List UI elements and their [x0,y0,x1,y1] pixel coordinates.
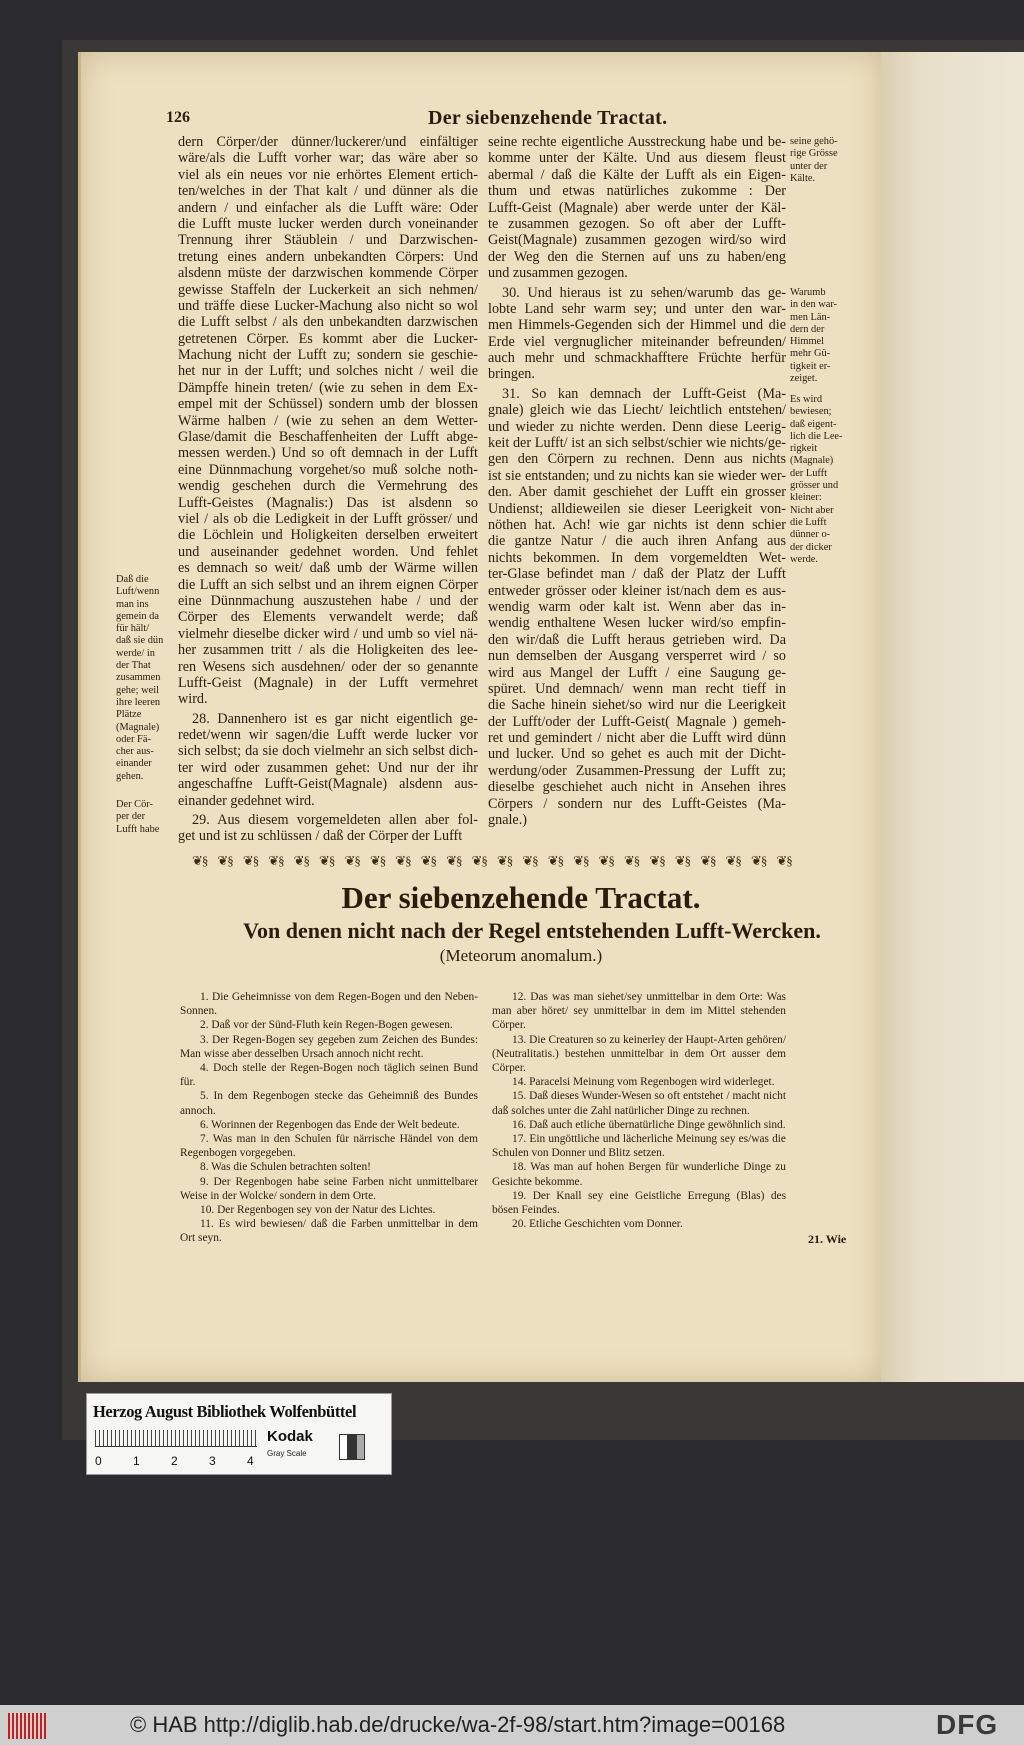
margin-note-left-1 [116,574,163,783]
text-line: tretung eines andern unbekandten Cörpers: Und [178,248,478,265]
text-line: ten/welches in der That kalt / und dünner als die [178,183,478,200]
page-number: 126 [166,109,190,126]
text-line: werdung/oder Zusammen-Pressung der Lufft zu; [488,762,786,779]
left-text-column [178,134,478,848]
ornament-glyph: ❦§ [446,854,462,868]
margin-note-line: Himmel [790,336,825,348]
text-line: wendig warm oder kalt ist. Wenn aber das in- [488,598,786,615]
margin-note-line: Es wird [790,394,823,405]
text-line: Dämpffe hinein treten/ (wie zu sehen in dem Ex- [178,379,478,396]
margin-note-line: men Län- [790,311,831,323]
ornament-glyph: ❦§ [293,854,310,868]
color-reference-card [86,1393,392,1475]
contents-item: 14. Paracelsi Meinung vom Regenbogen wird widerleget. [512,1076,775,1089]
margin-note-line: gehen. [116,770,144,782]
contents-item: 15. Daß dieses Wunder-Wesen so oft entstehet / macht nicht daß solches unter die Zahl natürlicher Dinge zu rechnen. [492,1090,786,1117]
margin-note-line: Nicht aber [790,504,834,516]
margin-note-line: in den war- [790,299,838,311]
contents-item: 9. Der Regenbogen habe seine Farben nicht unmittelbarer Weise in der Wolcke/ sondern in dem Orte. [180,1175,478,1202]
margin-note-line: lich die Lee- [790,430,843,442]
ornament-glyph: ❦§ [192,854,208,868]
hab-logo-icon [8,1713,48,1739]
contents-item: 18. Was man auf hohen Bergen für wunderliche Dinge zu Gesichte bekomme. [492,1161,786,1188]
margin-note-line: cher aus- [116,746,154,758]
text-line: ter wird oder zusammen gehet: Und nur der ihr [178,759,478,776]
margin-note-line: dern der [790,323,825,335]
text-line: wendig geschehen durch die Vermehrung des [178,478,478,495]
text-line: messen werden.) Und so oft demnach in der Lufft [178,445,478,462]
text-line: dern Cörper/der dünner/luckerer/und einfältiger [178,134,478,150]
text-line: eine Dünnmachung vorgehet/so muß solche noth- [178,461,478,478]
ruler-number: 1 [133,1454,140,1468]
text-line: die Sache hinein siehet/so wird nur die Leerigkeit [488,697,786,714]
margin-note-line: Luft/wenn [116,586,160,598]
margin-note-line: Daß die [116,574,149,585]
text-line: thum und etwas natürliches zukomme : Der [488,183,786,200]
chapter-title: Der siebenzehende Tractat. [341,880,701,915]
text-line: keit der Lufft/ ist an sich selbst/schier wie nichts/ge- [488,435,786,452]
text-line: ret und gemindert / nicht aber die Lufft wird dünn [488,730,786,747]
adjacent-page-edge [878,52,1024,1382]
text-line: Machung nicht der Lufft zu; sondern sie geschie- [178,347,478,364]
ornament-glyph: ❦§ [242,854,259,868]
margin-note-line: bewiesen; [790,406,832,418]
ruler-number: 2 [171,1454,178,1468]
running-head: Der siebenzehende Tractat. [428,107,668,129]
text-line: vielmehr dieselbe dicker wird / und umb so viel nä- [178,625,478,642]
text-line: men Himmels-Gegenden sich der Himmel und die [488,317,786,334]
text-line: und zusammen gezogen. [488,265,628,282]
margin-note-line: Kälte. [790,172,816,184]
margin-note-line: für hält/ [116,623,150,635]
text-line: dieselbe geschiehet auch nicht in Ansehen ihres [488,779,786,796]
margin-note-line: Der Cör- [116,799,154,810]
footer-bar [0,1705,1024,1745]
text-line: Wärme halben / (wie zu sehen an dem Wetter- [178,412,478,429]
text-line: spüret. Und demnach/ wenn man recht tieff in [488,680,786,697]
text-line: wäre/als die Lufft vorher war; das wäre aber so [178,150,478,167]
text-line: empel mit der Schüssel) sondern umb der blossen [178,396,478,413]
text-line: gnale) gleich wie das Liecht/ leichtlich entstehen/ [488,402,786,419]
text-line: die Lufft muste lucker werden durch voneinander [178,215,478,232]
ruler-number: 4 [247,1454,254,1468]
chapter-subtitle: Von denen nicht nach der Regel entstehenden Lufft-Wercken. [243,918,821,943]
text-line: es demnach so weit/ daß umb der Wärme willen [178,560,478,577]
contents-item: 13. Die Creaturen so zu keinerley der Haupt-Arten gehören/ (Neutralitatis.) bestehen unmittelbar in dem Ort ausser dem Cörper. [492,1033,786,1075]
right-text-column [488,134,786,831]
text-line: die gantze Natur / die auch ihren Anfang aus [488,533,786,550]
contents-item: 2. Daß vor der Sünd-Fluth kein Regen-Bogen gewesen. [200,1019,453,1032]
margin-note-line: gemein da [116,610,159,622]
contents-item: 10. Der Regenbogen sey von der Natur des Lichtes. [200,1204,436,1217]
margin-note-line: gehe; weil [116,684,159,696]
margin-note-line: der dicker [790,541,832,553]
text-line: sich selbst; da sie doch vielmehr an sich selbst dich- [178,743,478,760]
text-line: Trennung ihrer Stäublein / und Darzwischen- [178,232,478,249]
contents-item: 6. Worinnen der Regenbogen das Ende der Welt bedeute. [200,1118,460,1131]
ornament-glyph: ❦§ [217,854,233,868]
margin-note-line: rigkeit [790,443,818,455]
text-line: Geist(Magnale) zusammen gezogen wird/so wird [488,232,786,249]
text-line: einander gedehnet wird. [178,792,315,809]
margin-note-line: werde/ in [116,647,155,659]
margin-note-line: zusammen [116,672,161,684]
text-line: 28. Dannenhero ist es gar nicht eigentlich ge- [192,710,478,727]
paragraph [488,285,786,383]
ornament-glyph: ❦§ [547,854,564,868]
contents-item: 8. Was die Schulen betrachten solten! [200,1161,371,1174]
paragraph [178,812,478,845]
text-line: 31. So kan demnach der Lufft-Geist (Ma- [502,385,786,402]
ornament-glyph: ❦§ [725,854,741,868]
institution-name: Herzog August Bibliothek Wolfenbüttel [93,1402,357,1421]
text-line: die Löchlein und Holigkeiten derselben erweitert [178,527,478,544]
text-line: Erde viel vergnuglicher miteinander befreunden/ [488,333,786,350]
ornament-glyph: ❦§ [776,854,792,868]
ornament-glyph: ❦§ [700,854,716,868]
margin-note-line: der That [116,660,151,672]
paragraph [488,134,786,282]
ornament-glyph: ❦§ [674,854,691,868]
ornament-glyph: ❦§ [369,854,386,868]
ornament-glyph: ❦§ [649,854,665,868]
text-line: den wir/daß die Lufft heraus getrieben wird. Da [488,631,786,648]
text-line: gnale.) [488,812,527,829]
text-line: und wieder zu nichte werden. Denn diese Leerig- [488,418,786,435]
text-line: auch mehr und schmackhafftere Früchte herfür [488,350,786,367]
text-line: Glase/damit die Beschaffenheiten der Lufft abge- [178,429,478,446]
chapter-latin-title: (Meteorum anomalum.) [439,946,603,965]
contents-item: 7. Was man in den Schulen für närrische Händel von dem Regenbogen vorgegeben. [180,1133,478,1160]
contents-item: 3. Der Regen-Bogen sey gegeben zum Zeichen des Bundes: Man wisse aber desselben Ursach annoch nicht recht. [180,1033,478,1060]
margin-note-right-1 [790,136,838,185]
ornament-glyph: ❦§ [598,854,614,868]
contents-item: 16. Daß auch etliche übernatürliche Dinge gewöhnlich sind. [512,1118,786,1131]
margin-note-line: Warumb [790,287,826,298]
text-line: het nur in der Lufft; und solches nicht / weil die [178,363,478,380]
text-line: bringen. [488,366,535,383]
margin-note-line: daß sie dün [116,635,164,647]
ornament-glyph: ❦§ [750,854,767,868]
contents-item: 11. Es wird bewiesen/ daß die Farben unmittelbar in dem Ort seyn. [180,1218,478,1245]
margin-note-line: grösser und [790,480,839,492]
margin-note-line: die Lufft [790,516,827,528]
text-line: ist sie entstanden; und zu nichts kan sie wieder wer- [488,467,786,484]
ruler-number: 3 [209,1454,216,1468]
margin-note-line: zeiget. [790,373,818,385]
text-line: 30. Und hieraus ist zu sehen/warumb das ge- [502,284,786,301]
ornament-glyph: ❦§ [319,854,335,868]
contents-item: 5. In dem Regenbogen stecke das Geheimniß des Bundes annoch. [180,1090,478,1117]
margin-note-line: ihre leeren [116,696,161,708]
ornament-glyph: ❦§ [623,854,640,868]
ruler-number: 0 [95,1454,102,1468]
text-line: und auseinander gedehnet worden. Und fehlet [178,543,478,560]
paragraph [488,386,786,829]
ruler [95,1430,257,1447]
text-line: und lucker. Und so gehet es auch mit der Dicht- [488,746,786,763]
text-line: viel als ein neues vor nie erhörtes Element ertich- [178,166,478,183]
gray-scale-label: Gray Scale [267,1449,307,1458]
margin-note-line: (Magnale) [116,721,160,733]
text-line: wird aus Mangel der Lufft / eine Saugung ge- [488,664,786,681]
dfg-logo: DFG [936,1709,999,1740]
margin-note-line: daß eigent- [790,418,837,430]
text-line: nichts bekommen. In dem vorgemeldten Wet- [488,549,786,566]
text-line: entweder grösser oder kleiner ist/nach dem es aus- [488,582,786,599]
contents-list-left [180,990,478,1246]
text-line: ter-Glase befindet man / daß der Platz der Lufft [488,566,786,583]
text-line: redet/wenn wir sagen/die Lufft werde lucker vor [178,727,478,744]
text-line: den. Aber damit geschiehet der Lufft ein grosser [488,484,786,501]
ornament-divider [192,854,792,868]
margin-note-line: man ins [116,598,149,610]
catchword: 21. Wie [808,1232,847,1246]
text-line: Cörper des Elements verwandelt werde; daß [178,609,478,626]
ornament-glyph: ❦§ [395,854,411,868]
paragraph [178,711,478,809]
margin-note-line: (Magnale) [790,455,834,467]
text-line: Lufft-Geist (Magnale) in der Lufft vermehret [178,674,478,691]
ornament-glyph: ❦§ [268,854,284,868]
text-line: komme unter der Kälte. Und aus diesem fleust [488,150,786,167]
text-line: wird. [178,691,208,708]
text-line: die Lufft an sich selbst und an ihrem eignen Cörper [178,576,478,593]
text-line: Cörpers / sondern nur des Lufft-Geistes (Ma- [488,795,786,812]
margin-note-line: kleiner: [790,492,822,504]
ornament-glyph: ❦§ [420,854,437,868]
text-line: der Weg den die Sternen auf uns zu haben/eng [488,248,786,265]
text-line: Lufft-Geist (Magnale) aber werde unter der Käl- [488,199,786,216]
contents-item: 12. Das was man siehet/sey unmittelbar in dem Orte: Was man aber höret/ sey unmittelbar in dem im Mittel stehenden Cörper. [492,991,786,1032]
text-line: wendig enthaltene Wesen lucker wird/so empfin- [488,615,786,632]
ornament-glyph: ❦§ [496,854,513,868]
margin-note-line: Lufft habe [116,823,160,835]
text-line: andern / und einfacher als die Lufft wäre: Oder [178,199,478,216]
contents-item: 1. Die Geheimnisse von dem Regen-Bogen und den Neben-Sonnen. [180,991,478,1018]
text-line: angeschaffne Lufft-Geist(Magnale) alsdenn aus- [178,776,478,793]
copyright-link[interactable]: © HAB http://diglib.hab.de/drucke/wa-2f-98/start.htm?image=00168 [130,1712,786,1737]
text-line: und träffe diese Lucker-Machung also nicht so wol [178,297,478,314]
text-line: ren Wesens sich ausdehnen/ oder der so genannte [178,658,478,675]
margin-note-line: einander [116,758,152,770]
margin-note-line: Plätze [116,709,142,721]
margin-note-line: werde. [790,553,818,565]
ornament-glyph: ❦§ [471,854,487,868]
margin-note-line: rige Grösse [790,148,838,160]
text-line: viel / als ob die Ledigkeit in der Lufft grösser/ und [178,510,478,527]
margin-note-line: der Lufft [790,467,828,479]
text-line: seine rechte eigentliche Ausstreckung habe und be- [488,134,786,150]
gray-swatch [339,1434,365,1460]
contents-item: 20. Etliche Geschichten vom Donner. [512,1218,683,1231]
text-line: der Lufft/oder der Lufft-Geist( Magnale ) gemeh- [488,713,786,730]
ornament-glyph: ❦§ [522,854,538,868]
text-line: eine Dünnmachung auszustehen habe / und der [178,592,478,609]
text-line: gen den Cörpern zu rechnen. Denn aus nichts [488,451,786,468]
text-line: nun demselben der Ausgang versperret wird / so [488,648,786,665]
text-line: alsdenn müste der darzwischen kommende Cörper [178,265,478,282]
margin-note-line: mehr Gü- [790,348,831,360]
margin-note-line: tigkeit er- [790,360,831,372]
contents-item: 17. Ein ungöttliche und lächerliche Meinung sey es/was die Schulen von Donner und Blitz setzen. [492,1133,786,1160]
margin-note-right-2 [790,287,837,385]
text-line: te zusammen gezogen. So oft aber der Lufft- [488,215,786,232]
text-line: nöthen hat. Ach! wie gar nichts ist denn schier [488,516,786,533]
margin-note-left-2 [116,799,159,836]
margin-note-line: oder Fä- [116,733,151,745]
ornament-glyph: ❦§ [573,854,589,868]
text-line: die Lufft selbst / als den unbekandten darzwischen [178,314,478,331]
contents-list-right [492,990,786,1231]
kodak-logo: Kodak [267,1428,313,1445]
margin-note-line: dünner o- [790,529,831,541]
text-line: get und ist zu schlüssen / daß der Cörper der Lufft [178,828,463,845]
margin-note-line: per der [116,811,146,823]
text-line: getretenen Cörper. Es kommt aber die Lucker- [178,330,478,347]
paragraph [178,134,478,708]
text-line: gewisse Staffeln der Luckerkeit an sich nehmen/ [178,281,478,298]
text-line: 29. Aus diesem vorgemeldeten allen aber fol- [192,812,478,829]
text-line: abermal / daß die Kälte der Lufft als ein Eigen- [488,166,786,183]
margin-note-line: seine gehö- [790,136,838,147]
text-line: Lufft-Geistes (Magnalis:) Das ist alsdenn so [178,494,478,511]
contents-item: 19. Der Knall sey eine Geistliche Erregung (Blas) des bösen Feindes. [492,1189,786,1217]
text-line: her zusammen tritt / als die Holigkeiten des lee- [178,642,478,659]
text-line: Undienst; alldieweilen sie dieser Leerigkeit von- [488,500,786,517]
contents-item: 4. Doch stelle der Regen-Bogen noch täglich seinen Bund für. [180,1062,478,1089]
text-line: lobte Land sehr warm sey; und unter den war- [488,300,786,317]
margin-note-line: unter der [790,160,828,172]
margin-note-right-3 [790,394,843,566]
ornament-glyph: ❦§ [344,854,360,868]
